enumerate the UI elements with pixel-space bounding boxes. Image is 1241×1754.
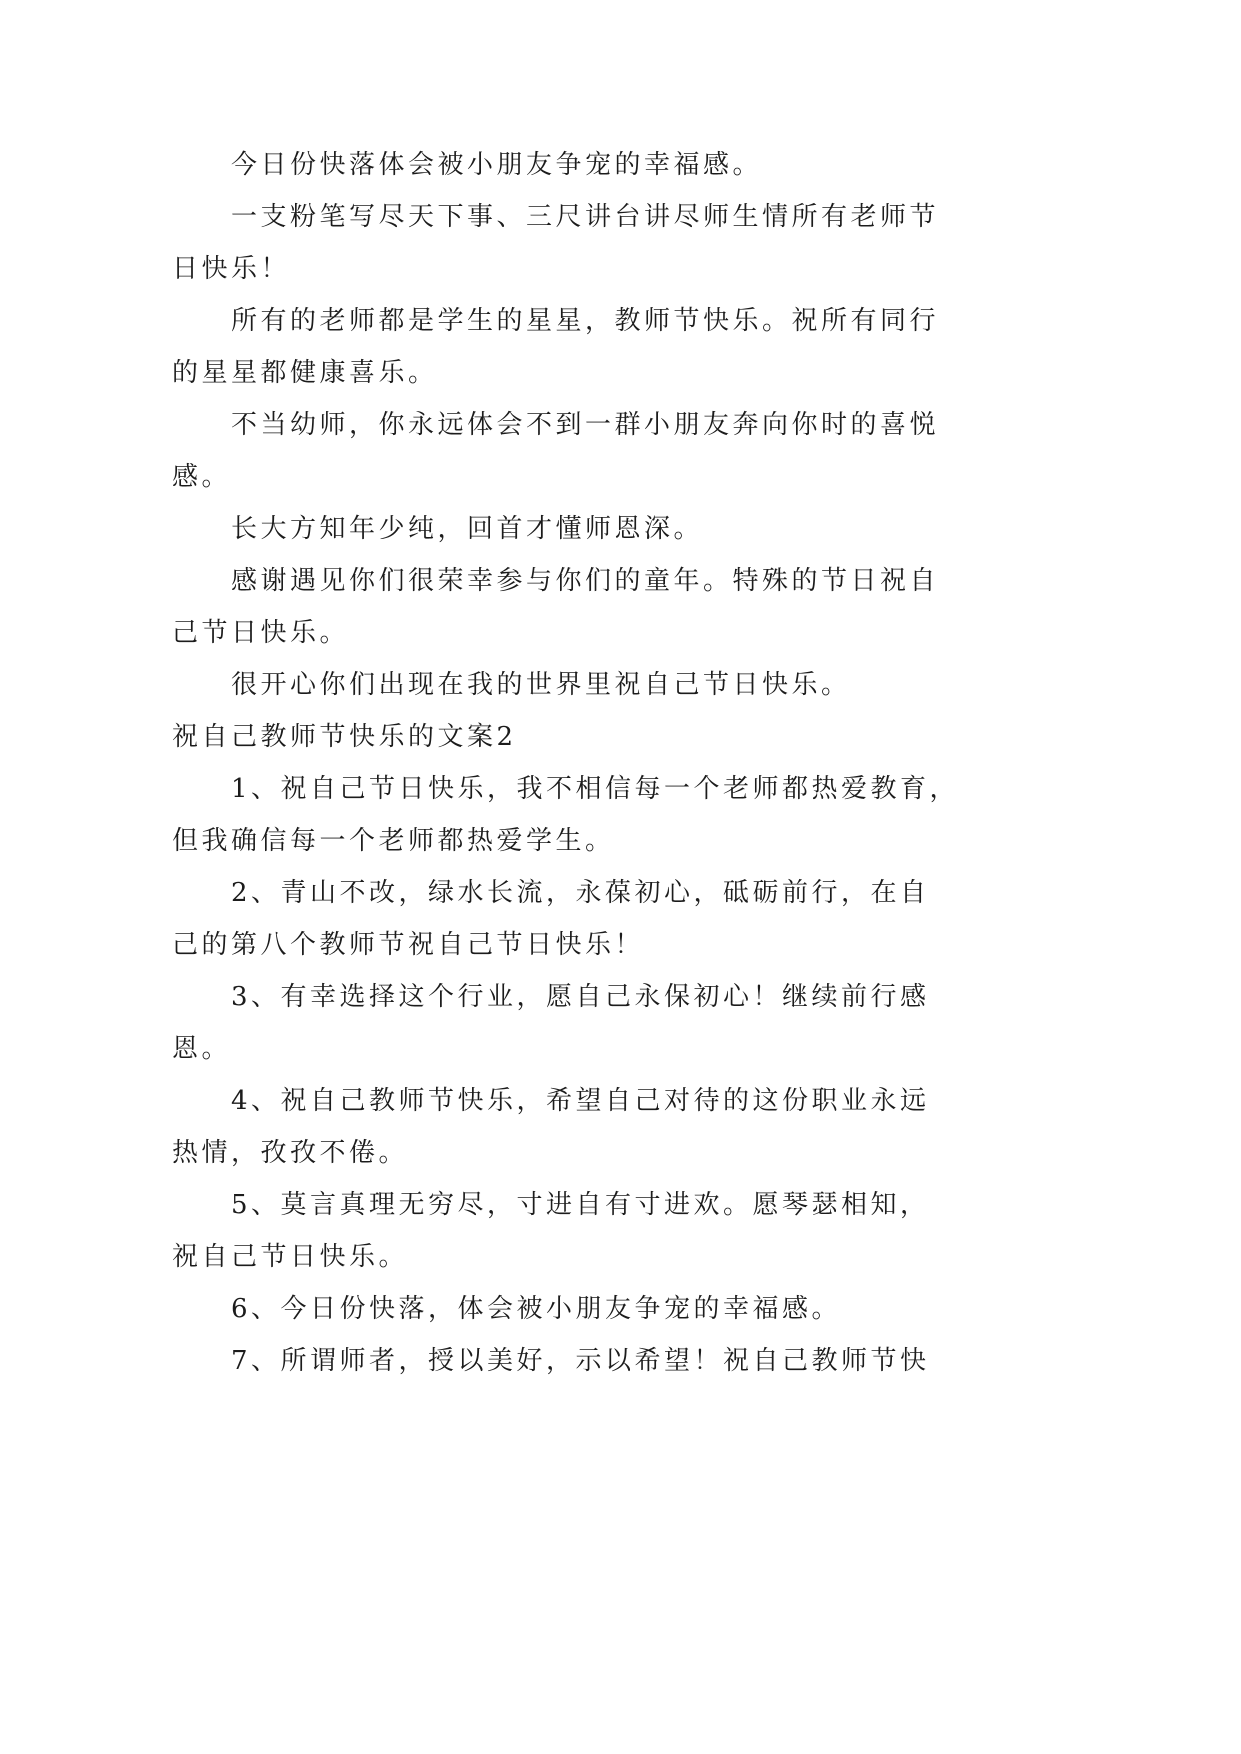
text-line: 日快乐！ xyxy=(172,254,291,284)
text-line: 感。 xyxy=(172,462,232,492)
text-line: 恩。 xyxy=(172,1034,232,1064)
text-line: 7、所谓师者，授以美好，示以希望！祝自己教师节快 xyxy=(231,1346,930,1376)
paragraph xyxy=(172,659,1072,711)
text-line: 但我确信每一个老师都热爱学生。 xyxy=(172,826,615,856)
text-line: 热情，孜孜不倦。 xyxy=(172,1138,409,1168)
section-body-1 xyxy=(172,139,1072,711)
paragraph xyxy=(172,867,1072,971)
text-line: 感谢遇见你们很荣幸参与你们的童年。特殊的节日祝自 xyxy=(231,566,940,596)
paragraph xyxy=(172,295,1072,399)
paragraph xyxy=(172,399,1072,503)
text-line: 3、有幸选择这个行业，愿自己永保初心！继续前行感 xyxy=(231,982,930,1012)
text-line: 祝自己节日快乐。 xyxy=(172,1242,409,1272)
paragraph xyxy=(172,1075,1072,1179)
text-line: 一支粉笔写尽天下事、三尺讲台讲尽师生情所有老师节 xyxy=(231,202,940,232)
text-line: 所有的老师都是学生的星星，教师节快乐。祝所有同行 xyxy=(231,306,940,336)
paragraph xyxy=(172,763,1072,867)
text-line: 4、祝自己教师节快乐，希望自己对待的这份职业永远 xyxy=(231,1086,930,1116)
text-line: 己节日快乐。 xyxy=(172,618,350,648)
document-body xyxy=(172,139,1072,1387)
text-line: 5、莫言真理无穷尽，寸进自有寸进欢。愿琴瑟相知， xyxy=(231,1190,930,1220)
text-line: 己的第八个教师节祝自己节日快乐！ xyxy=(172,930,645,960)
text-line: 很开心你们出现在我的世界里祝自己节日快乐。 xyxy=(231,670,851,700)
paragraph xyxy=(172,555,1072,659)
text-line: 的星星都健康喜乐。 xyxy=(172,358,438,388)
text-line: 长大方知年少纯，回首才懂师恩深。 xyxy=(231,514,704,544)
text-line: 今日份快落体会被小朋友争宠的幸福感。 xyxy=(231,150,763,180)
text-line: 2、青山不改，绿水长流，永葆初心，砥砺前行，在自 xyxy=(231,878,930,908)
text-line: 1、祝自己节日快乐，我不相信每一个老师都热爱教育， xyxy=(231,774,960,804)
section-body-2 xyxy=(172,763,1072,1387)
text-line: 不当幼师，你永远体会不到一群小朋友奔向你时的喜悦 xyxy=(231,410,940,440)
paragraph xyxy=(172,503,1072,555)
section-heading: 祝自己教师节快乐的文案2 xyxy=(172,722,517,752)
text-line: 6、今日份快落，体会被小朋友争宠的幸福感。 xyxy=(231,1294,842,1324)
paragraph xyxy=(172,1283,1072,1335)
paragraph xyxy=(172,1179,1072,1283)
paragraph xyxy=(172,139,1072,191)
paragraph xyxy=(172,971,1072,1075)
paragraph xyxy=(172,1335,1072,1387)
paragraph xyxy=(172,191,1072,295)
